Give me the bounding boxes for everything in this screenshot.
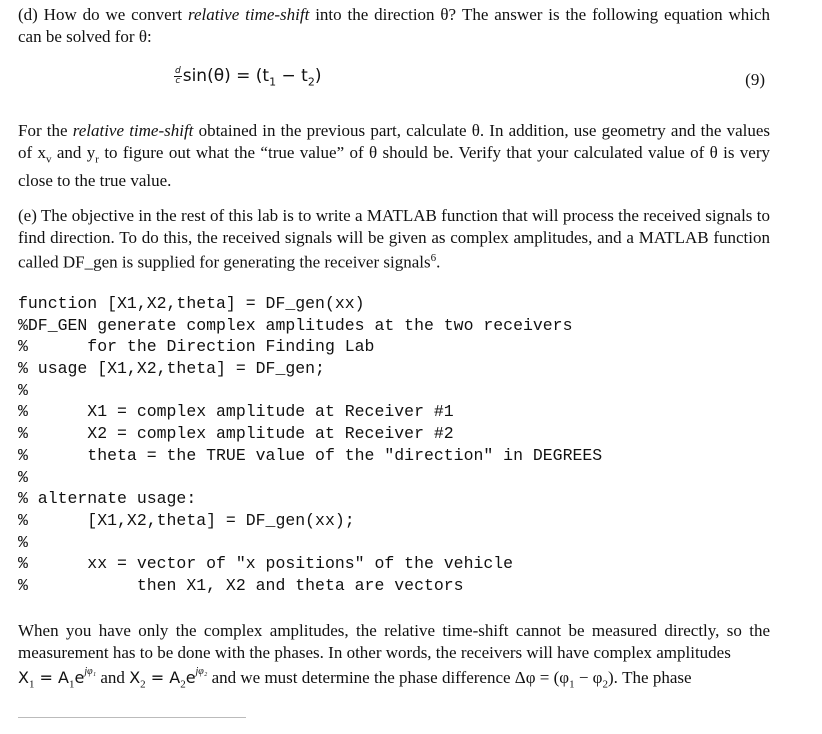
equation-close: ) [314, 66, 322, 86]
exponent-2: jφ₂ [195, 666, 208, 677]
equation-body [174, 66, 321, 88]
code-line: % then X1, X2 and theta are vectors [18, 575, 464, 595]
fraction-numerator: d [175, 65, 181, 76]
sub-phi1: 1 [569, 678, 575, 691]
phase-diff-text: and we must determine the phase difference Δφ = (φ [207, 668, 570, 687]
part-e-paragraph [18, 205, 770, 273]
code-line: % [X1,X2,theta] = DF_gen(xx); [18, 510, 355, 530]
part-e-end: . [436, 252, 441, 272]
relative-mid-2: and y [56, 142, 96, 162]
and-word: and [96, 668, 130, 687]
eq-a2: = A [145, 668, 181, 687]
exp-base-1: e [74, 668, 85, 687]
relative-sub-y: r [95, 152, 99, 165]
part-d-emphasis: relative time-shift [187, 5, 310, 24]
code-line: % alternate usage: [18, 489, 197, 509]
equation-sub-1: 1 [269, 75, 277, 89]
phase-text: When you have only the complex amplitudes, the relative time-shift cannot be measured directly, so the measurement has to be done with the phases. In other words, the receivers will have complex amplitudes [18, 621, 770, 662]
code-line: %DF_GEN generate complex amplitudes at the two receivers [18, 315, 573, 335]
relative-start: For the [18, 121, 68, 140]
var-x1: X [18, 668, 29, 687]
code-line: % [18, 532, 28, 552]
equation-number: (9) [745, 70, 765, 89]
fraction-denominator: c [175, 75, 181, 86]
equation-sub-2: 2 [307, 75, 315, 89]
code-line: % theta = the TRUE value of the "direction" in DEGREES [18, 445, 603, 465]
part-d-text: into the direction θ? The answer is the following equation which can be solved for θ: [18, 5, 770, 46]
phase-paragraph [18, 620, 770, 663]
code-line: function [X1,X2,theta] = DF_gen(xx) [18, 294, 365, 313]
exponent-1: jφ₁ [84, 666, 97, 677]
phase-minus: − φ [574, 668, 603, 687]
code-line: % xx = vector of "x positions" of the vehicle [18, 554, 514, 574]
code-line: % [18, 467, 28, 487]
phase-tail: ). The phase [608, 668, 692, 687]
relative-emphasis: relative time-shift [72, 121, 194, 140]
phase-math-line [18, 666, 770, 696]
part-d-label: (d) How do we convert [18, 5, 183, 24]
code-line: % X1 = complex amplitude at Receiver #1 [18, 402, 454, 422]
code-line: % for the Direction Finding Lab [18, 337, 375, 357]
equation-minus: − t [276, 66, 308, 86]
footnote-marker[interactable]: 6 [430, 252, 437, 264]
relative-time-shift-paragraph [18, 120, 770, 192]
relative-sub-x: v [46, 152, 52, 165]
sub-x1: 1 [28, 678, 35, 691]
relative-end: to figure out what the “true value” of θ should be. Verify that your calculated value of θ is very close to the true value. [18, 142, 771, 191]
equation-fraction [174, 67, 182, 86]
equation-lhs: sin(θ) = (t [182, 66, 270, 86]
equation-9 [0, 62, 822, 96]
var-x2: X [129, 668, 141, 687]
eq-a1: = A [34, 668, 69, 687]
sub-a2: 2 [180, 678, 186, 691]
exp-base-2: e [185, 668, 196, 687]
code-line: % [18, 380, 28, 400]
code-line: % usage [X1,X2,theta] = DF_gen; [18, 359, 325, 379]
relative-mid-1: obtained in the previous part, calculate θ. In addition, use geometry and the values of x [18, 121, 771, 162]
part-d-paragraph [18, 4, 770, 47]
sub-phi2: 2 [602, 678, 608, 691]
footnote-divider [18, 717, 246, 718]
matlab-code-block [18, 293, 602, 597]
code-line: % X2 = complex amplitude at Receiver #2 [18, 424, 454, 444]
sub-x2: 2 [140, 678, 146, 691]
sub-a1: 1 [69, 678, 75, 691]
part-e-text: (e) The objective in the rest of this lab is to write a MATLAB function that will process the received signals to find direction. To do this, the received signals will be given as complex amplitudes, and a MATLAB function called DF_gen is supplied for generating the receiver signals [18, 206, 770, 272]
